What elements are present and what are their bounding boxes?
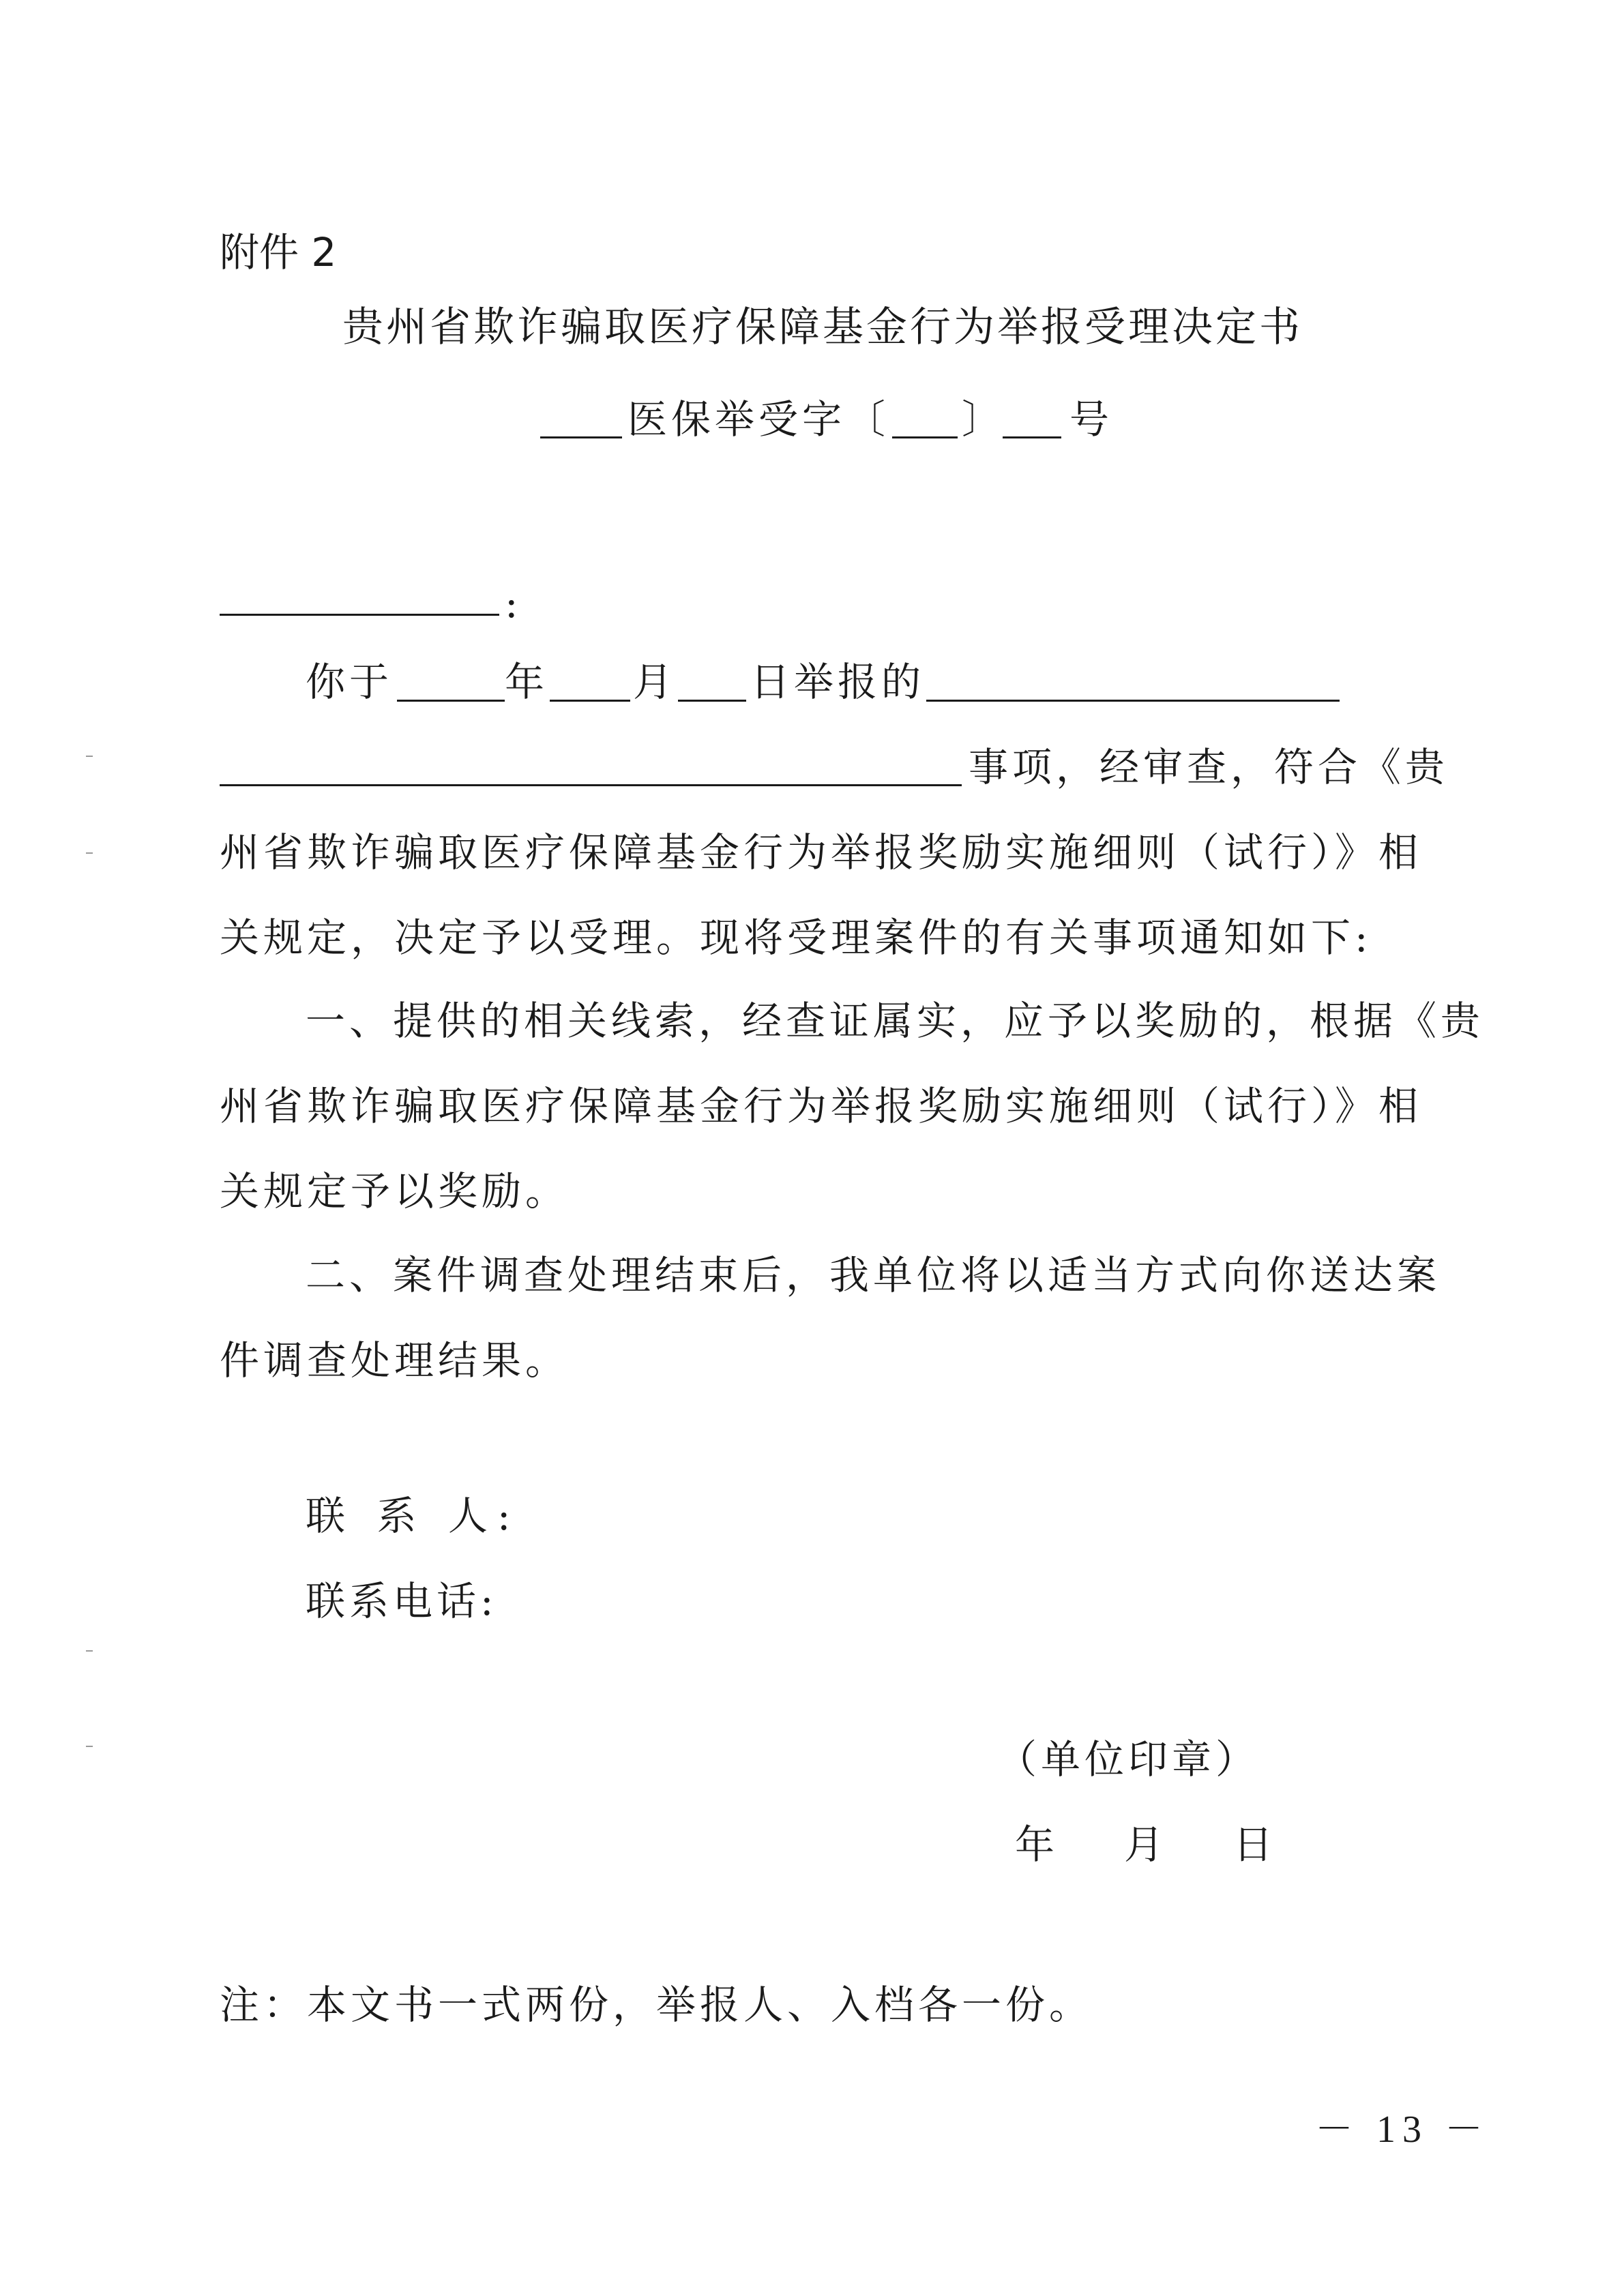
item2-line2: 件调查处理结果。	[220, 1337, 570, 1384]
page-number: － 13 －	[1315, 2108, 1490, 2151]
signature-date: 年 月 日	[1015, 1821, 1288, 1868]
scan-speck	[86, 852, 93, 854]
item1-line3: 关规定予以奖励。	[220, 1168, 570, 1214]
scan-speck	[86, 1746, 93, 1747]
report-content-blank-1[interactable]	[926, 700, 1340, 702]
body-line4: 关规定，决定予以受理。现将受理案件的有关事项通知如下:	[220, 914, 1372, 961]
doc-number-prefix: 医保举受字〔	[628, 396, 890, 443]
doc-number-close-bracket: 〕	[962, 396, 1006, 443]
footnote: 注：本文书一式两份，举报人、入档各一份。	[220, 1982, 1093, 2028]
report-month-blank[interactable]	[550, 700, 630, 702]
scan-speck	[86, 756, 93, 757]
item1-line1: 一、提供的相关线索，经查证属实，应予以奖励的，根据《贵	[306, 998, 1485, 1044]
doc-number-suffix: 号	[1069, 396, 1114, 443]
unit-seal-text: （单位印章）	[997, 1736, 1260, 1783]
item1-line2: 州省欺诈骗取医疗保障基金行为举报奖励实施细则（试行）》相	[220, 1083, 1423, 1129]
document-title: 贵州省欺诈骗取医疗保障基金行为举报受理决定书	[342, 303, 1303, 351]
body-line3: 州省欺诈骗取医疗保障基金行为举报奖励实施细则（试行）》相	[220, 829, 1423, 876]
item2-line1: 二、案件调查处理结束后，我单位将以适当方式向你送达案	[306, 1252, 1441, 1298]
body-line1-day: 日举报的	[750, 659, 926, 705]
body-line1-year: 年	[505, 659, 549, 705]
contact-person-label: 联 系 人:	[306, 1493, 520, 1539]
body-line1-month: 月	[633, 659, 677, 705]
year-blank[interactable]	[892, 436, 958, 438]
contact-phone-label: 联系电话:	[306, 1578, 498, 1624]
issuer-blank[interactable]	[540, 436, 622, 438]
body-line2: 事项，经审查，符合《贵	[969, 744, 1449, 790]
recipient-blank[interactable]	[220, 614, 499, 616]
attachment-label: 附件 2	[220, 229, 337, 275]
scan-speck	[86, 1650, 93, 1652]
report-day-blank[interactable]	[678, 700, 746, 702]
report-year-blank[interactable]	[397, 700, 505, 702]
body-line1-you: 你于	[306, 659, 394, 705]
report-content-blank-2[interactable]	[220, 784, 962, 786]
serial-blank[interactable]	[1003, 436, 1061, 438]
salutation-colon: :	[505, 580, 522, 627]
